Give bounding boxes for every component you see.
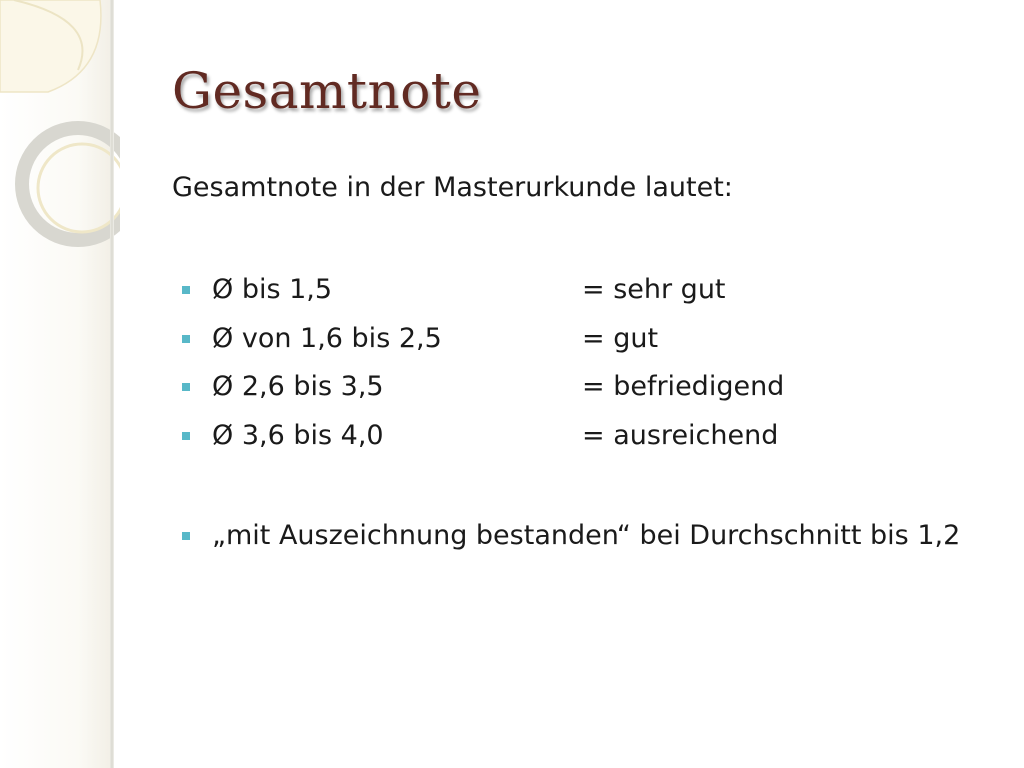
grade-range: Ø bis 1,5 xyxy=(212,274,333,305)
grade-result: = sehr gut xyxy=(582,274,726,305)
bullet-square-icon xyxy=(182,432,190,440)
bullet-square-icon xyxy=(182,532,190,540)
bullet-square-icon xyxy=(182,335,190,343)
top-ring-shape xyxy=(0,0,101,92)
grade-range: Ø 2,6 bis 3,5 xyxy=(212,371,384,402)
slide-title: Gesamtnote xyxy=(172,62,482,120)
middle-ring-inner xyxy=(38,144,120,232)
bullet-square-icon xyxy=(182,383,190,391)
band-edge-line xyxy=(110,0,114,768)
grade-range: Ø von 1,6 bis 2,5 xyxy=(212,323,442,354)
bullet-square-icon xyxy=(182,286,190,294)
grade-range: Ø 3,6 bis 4,0 xyxy=(212,420,384,451)
decorative-rings xyxy=(0,0,120,260)
distinction-text: „mit Auszeichnung bestanden“ bei Durchschnitt bis 1,2 xyxy=(212,520,961,551)
grade-result: = ausreichend xyxy=(582,420,779,451)
grade-result: = befriedigend xyxy=(582,371,785,402)
intro-text: Gesamtnote in der Masterurkunde lautet: xyxy=(172,172,733,203)
grade-result: = gut xyxy=(582,323,659,354)
